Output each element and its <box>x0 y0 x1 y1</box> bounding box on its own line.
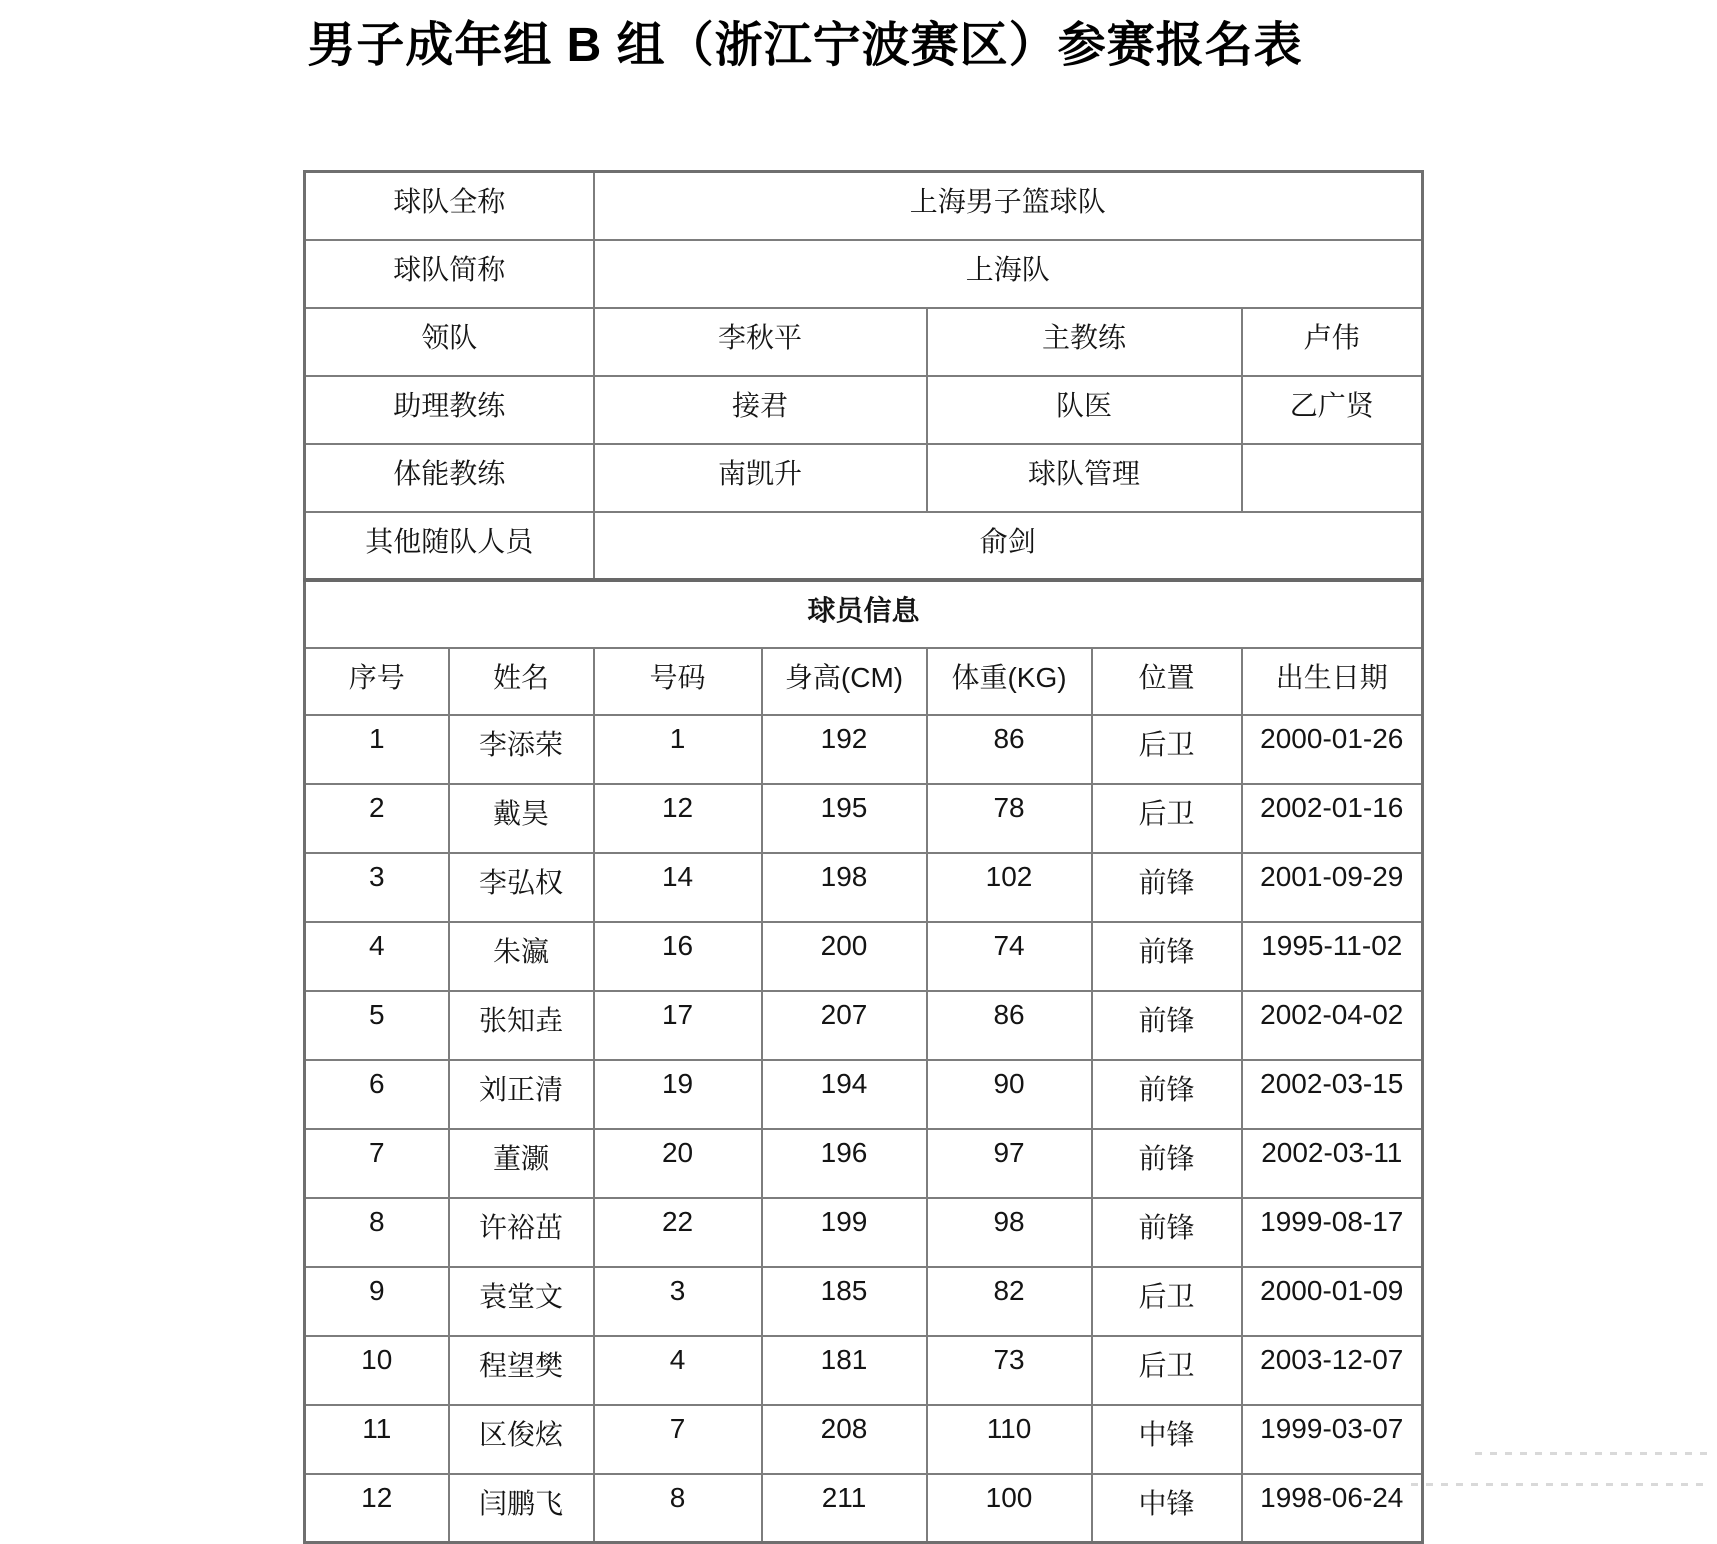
player-index: 5 <box>305 991 449 1060</box>
player-weight: 110 <box>927 1405 1092 1474</box>
player-height: 200 <box>762 922 927 991</box>
player-weight: 78 <box>927 784 1092 853</box>
team-info-row <box>305 240 1423 308</box>
table-row <box>305 1474 1423 1543</box>
team-info-label: 其他随队人员 <box>305 512 594 580</box>
player-name: 李弘权 <box>449 853 594 922</box>
player-birthdate: 2000-01-26 <box>1242 715 1423 784</box>
player-height: 207 <box>762 991 927 1060</box>
table-row <box>305 1198 1423 1267</box>
player-name: 李添荣 <box>449 715 594 784</box>
player-index: 7 <box>305 1129 449 1198</box>
player-name: 闫鹏飞 <box>449 1474 594 1543</box>
player-weight: 86 <box>927 991 1092 1060</box>
table-row <box>305 784 1423 853</box>
team-info-value <box>1242 444 1423 512</box>
player-position: 前锋 <box>1092 991 1242 1060</box>
team-info-label: 球队简称 <box>305 240 594 308</box>
scan-artifact <box>1411 1483 1711 1486</box>
player-height: 211 <box>762 1474 927 1543</box>
table-row <box>305 1336 1423 1405</box>
player-height: 181 <box>762 1336 927 1405</box>
player-name: 董灏 <box>449 1129 594 1198</box>
player-number: 16 <box>594 922 762 991</box>
player-index: 1 <box>305 715 449 784</box>
player-height: 199 <box>762 1198 927 1267</box>
player-number: 8 <box>594 1474 762 1543</box>
player-index: 2 <box>305 784 449 853</box>
table-row <box>305 1060 1423 1129</box>
col-index: 序号 <box>305 648 449 715</box>
player-name: 朱瀛 <box>449 922 594 991</box>
player-birthdate: 2001-09-29 <box>1242 853 1423 922</box>
player-index: 11 <box>305 1405 449 1474</box>
player-birthdate: 2000-01-09 <box>1242 1267 1423 1336</box>
player-number: 22 <box>594 1198 762 1267</box>
player-position: 后卫 <box>1092 1267 1242 1336</box>
player-name: 区俊炫 <box>449 1405 594 1474</box>
player-number: 20 <box>594 1129 762 1198</box>
player-index: 3 <box>305 853 449 922</box>
player-height: 195 <box>762 784 927 853</box>
table-row <box>305 1129 1423 1198</box>
team-info-label: 球队管理 <box>927 444 1242 512</box>
player-position: 后卫 <box>1092 1336 1242 1405</box>
player-birthdate: 2003-12-07 <box>1242 1336 1423 1405</box>
player-birthdate: 1998-06-24 <box>1242 1474 1423 1543</box>
player-number: 19 <box>594 1060 762 1129</box>
player-weight: 86 <box>927 715 1092 784</box>
player-height: 185 <box>762 1267 927 1336</box>
player-height: 198 <box>762 853 927 922</box>
player-number: 3 <box>594 1267 762 1336</box>
team-info-value: 南凯升 <box>594 444 927 512</box>
team-info-value: 李秋平 <box>594 308 927 376</box>
player-birthdate: 2002-04-02 <box>1242 991 1423 1060</box>
player-height: 196 <box>762 1129 927 1198</box>
player-name: 戴昊 <box>449 784 594 853</box>
player-position: 前锋 <box>1092 1198 1242 1267</box>
player-birthdate: 2002-01-16 <box>1242 784 1423 853</box>
player-number: 4 <box>594 1336 762 1405</box>
team-info-row <box>305 444 1423 512</box>
team-info-row <box>305 376 1423 444</box>
players-section <box>305 580 1423 715</box>
col-position: 位置 <box>1092 648 1242 715</box>
team-info-row <box>305 512 1423 580</box>
player-position: 中锋 <box>1092 1474 1242 1543</box>
players-section-title: 球员信息 <box>305 580 1423 648</box>
team-info-label: 助理教练 <box>305 376 594 444</box>
player-position: 后卫 <box>1092 784 1242 853</box>
player-birthdate: 2002-03-15 <box>1242 1060 1423 1129</box>
player-name: 张知垚 <box>449 991 594 1060</box>
table-row <box>305 1405 1423 1474</box>
player-birthdate: 1995-11-02 <box>1242 922 1423 991</box>
player-weight: 97 <box>927 1129 1092 1198</box>
col-number: 号码 <box>594 648 762 715</box>
player-number: 7 <box>594 1405 762 1474</box>
players-header-row <box>305 648 1423 715</box>
player-position: 前锋 <box>1092 853 1242 922</box>
player-weight: 74 <box>927 922 1092 991</box>
player-number: 1 <box>594 715 762 784</box>
player-number: 12 <box>594 784 762 853</box>
player-weight: 82 <box>927 1267 1092 1336</box>
table-row <box>305 715 1423 784</box>
team-info-rows <box>305 172 1423 580</box>
player-name: 刘正清 <box>449 1060 594 1129</box>
player-weight: 73 <box>927 1336 1092 1405</box>
player-index: 9 <box>305 1267 449 1336</box>
player-height: 192 <box>762 715 927 784</box>
player-index: 4 <box>305 922 449 991</box>
team-info-value: 接君 <box>594 376 927 444</box>
player-birthdate: 2002-03-11 <box>1242 1129 1423 1198</box>
player-index: 8 <box>305 1198 449 1267</box>
col-name: 姓名 <box>449 648 594 715</box>
player-height: 194 <box>762 1060 927 1129</box>
player-weight: 98 <box>927 1198 1092 1267</box>
player-position: 中锋 <box>1092 1405 1242 1474</box>
player-position: 后卫 <box>1092 715 1242 784</box>
scan-artifact <box>1475 1452 1711 1455</box>
registration-table <box>303 170 1424 1544</box>
table-row <box>305 1267 1423 1336</box>
col-weight: 体重(KG) <box>927 648 1092 715</box>
page-title: 男子成年组 B 组（浙江宁波赛区）参赛报名表 <box>307 19 1303 72</box>
player-index: 10 <box>305 1336 449 1405</box>
player-name: 袁堂文 <box>449 1267 594 1336</box>
team-info-value: 卢伟 <box>1242 308 1423 376</box>
player-weight: 102 <box>927 853 1092 922</box>
players-section-row <box>305 580 1423 648</box>
team-info-label: 领队 <box>305 308 594 376</box>
team-info-row <box>305 308 1423 376</box>
table-row <box>305 991 1423 1060</box>
team-info-value: 上海队 <box>594 240 1423 308</box>
table-row <box>305 853 1423 922</box>
team-info-value: 乙广贤 <box>1242 376 1423 444</box>
team-info-label: 队医 <box>927 376 1242 444</box>
player-position: 前锋 <box>1092 1060 1242 1129</box>
player-weight: 90 <box>927 1060 1092 1129</box>
player-index: 6 <box>305 1060 449 1129</box>
col-height: 身高(CM) <box>762 648 927 715</box>
team-info-value: 上海男子篮球队 <box>594 172 1423 240</box>
player-number: 14 <box>594 853 762 922</box>
player-weight: 100 <box>927 1474 1092 1543</box>
player-birthdate: 1999-08-17 <box>1242 1198 1423 1267</box>
table-row <box>305 922 1423 991</box>
player-name: 程望樊 <box>449 1336 594 1405</box>
player-height: 208 <box>762 1405 927 1474</box>
player-name: 许裕茁 <box>449 1198 594 1267</box>
player-position: 前锋 <box>1092 1129 1242 1198</box>
player-birthdate: 1999-03-07 <box>1242 1405 1423 1474</box>
player-number: 17 <box>594 991 762 1060</box>
team-info-label: 体能教练 <box>305 444 594 512</box>
team-info-value: 俞剑 <box>594 512 1423 580</box>
player-position: 前锋 <box>1092 922 1242 991</box>
player-index: 12 <box>305 1474 449 1543</box>
player-rows <box>305 715 1423 1543</box>
col-birthdate: 出生日期 <box>1242 648 1423 715</box>
team-info-label: 主教练 <box>927 308 1242 376</box>
team-info-row <box>305 172 1423 240</box>
team-info-label: 球队全称 <box>305 172 594 240</box>
